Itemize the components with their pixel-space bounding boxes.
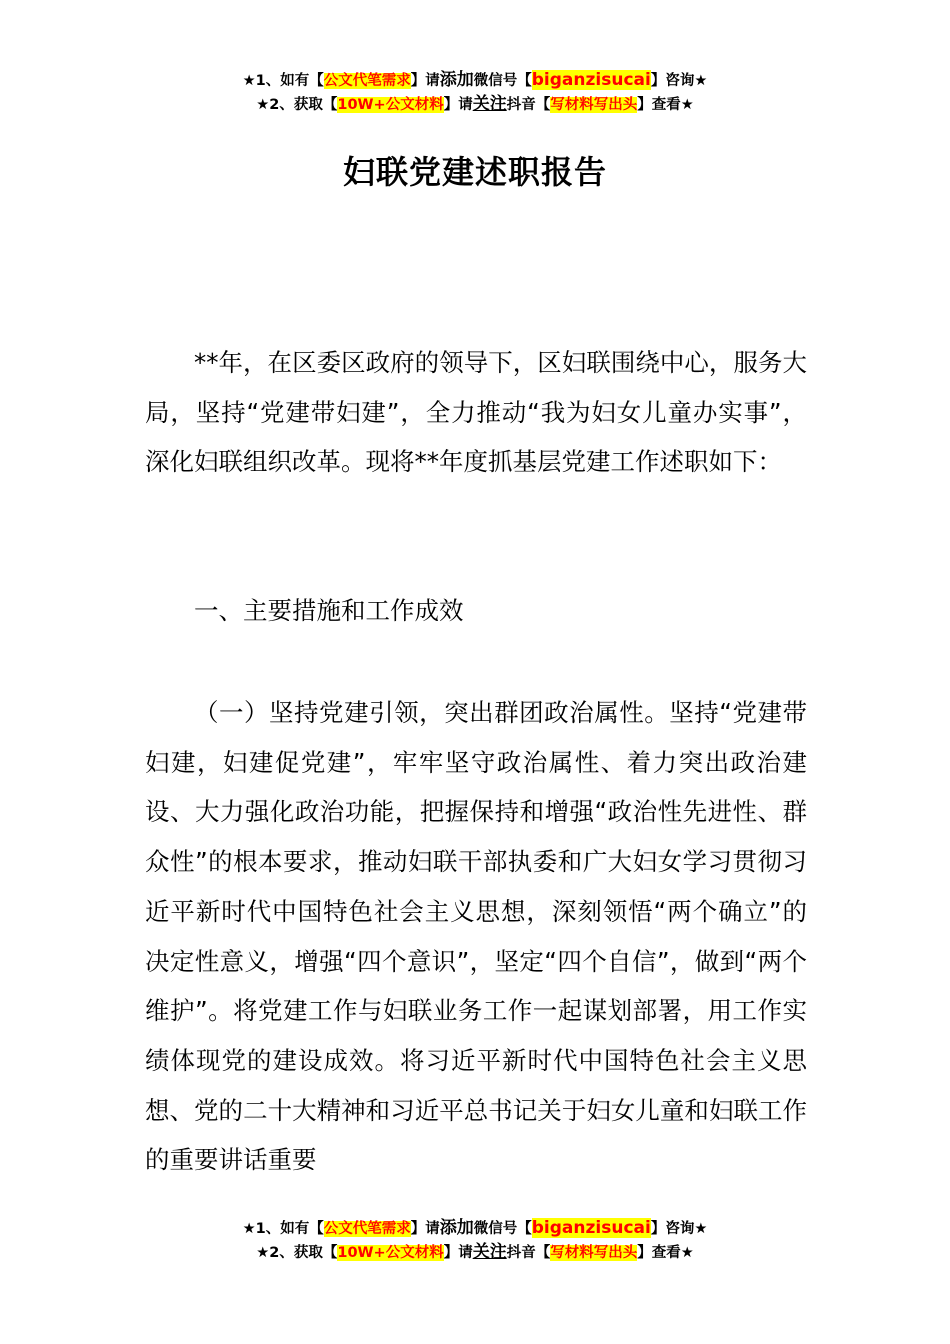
promo-highlight: 10W+公文材料 [337,1245,444,1261]
promo-line-1: ★1、如有【公文代笔需求】请添加微信号【biganzisucai】咨询★ [242,1218,708,1238]
section-heading: 一、主要措施和工作成效 [194,596,464,625]
promo-wechat-id: biganzisucai [531,1218,651,1238]
section-heading-block [145,586,807,636]
promo-highlight: 10W+公文材料 [337,97,444,113]
body-paragraph: （一）坚持党建引领，突出群团政治属性。坚持“党建带妇建，妇建促党建”，牢牢坚守政治属性、着力突出政治建设、大力强化政治功能，把握保持和增强“政治性先进性、群众性”的根本要求，推动妇联干部执委和广大妇女学习贯彻习近平新时代中国特色社会主义思想，深刻领悟“两个确立”的决定性意义，增强“四个意识”，坚定“四个自信”，做到“两个维护”。将党建工作与妇联业务工作一起谋划部署，用工作实绩体现党的建设成效。将习近平新时代中国特色社会主义思想、党的二十大精神和习近平总书记关于妇女儿童和妇联工作的重要讲话重要 [145,698,807,1175]
promo-line-1: ★1、如有【公文代笔需求】请添加微信号【biganzisucai】咨询★ [242,70,708,90]
promo-highlight: 公文代笔需求 [323,1221,411,1237]
body-paragraph-block [145,688,807,1185]
promo-highlight: 公文代笔需求 [323,73,411,89]
promo-douyin-id: 写材料写出头 [550,97,638,113]
document-title: 妇联党建述职报告 [342,153,607,191]
promo-douyin-id: 写材料写出头 [550,1245,638,1261]
footer-promo-banner [0,1216,950,1264]
promo-wechat-id: biganzisucai [531,70,651,90]
promo-line-2: ★2、获取【10W+公文材料】请关注抖音【写材料写出头】查看★ [256,1242,694,1262]
header-promo-banner [0,68,950,116]
promo-line-2: ★2、获取【10W+公文材料】请关注抖音【写材料写出头】查看★ [256,94,694,114]
intro-paragraph-block [145,338,807,487]
intro-paragraph: **年，在区委区政府的领导下，区妇联围绕中心，服务大局，坚持“党建带妇建”，全力推动“我为妇女儿童办实事”，深化妇联组织改革。现将**年度抓基层党建工作述职如下： [145,348,807,477]
